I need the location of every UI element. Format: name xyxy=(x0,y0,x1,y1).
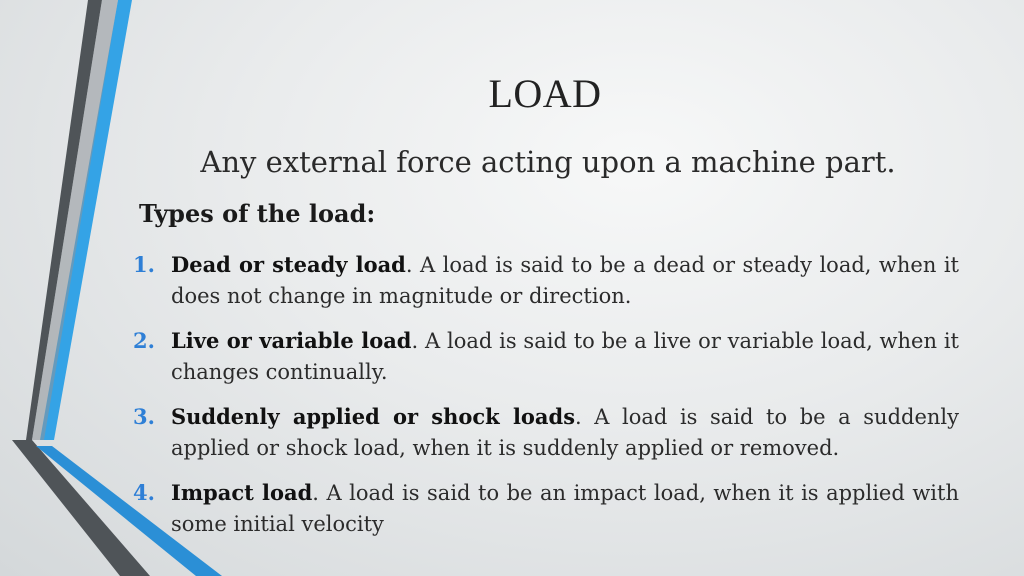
item-number: 2. xyxy=(133,328,155,353)
item-term: Dead or steady load xyxy=(171,252,406,277)
item-number: 4. xyxy=(133,480,155,505)
item-term: Impact load xyxy=(171,480,313,505)
types-heading: Types of the load: xyxy=(139,199,376,228)
list-item xyxy=(133,477,959,540)
slide-title: LOAD xyxy=(488,71,602,116)
list-item xyxy=(133,325,959,388)
item-description: . A load is said to be a dead or steady load, when it does not change in magnitude or direction. xyxy=(171,253,959,308)
list-item xyxy=(133,401,959,464)
load-types-list xyxy=(133,249,959,553)
item-description: . A load is said to be a suddenly applied or shock load, when it is suddenly applied or removed. xyxy=(171,405,959,460)
item-term: Live or variable load xyxy=(171,328,412,353)
item-term: Suddenly applied or shock loads xyxy=(171,404,576,429)
slide-subtitle: Any external force acting upon a machine part. xyxy=(200,145,896,179)
shadow-band xyxy=(32,0,118,440)
item-description: . A load is said to be a live or variable load, when it changes continually. xyxy=(171,329,959,384)
item-number: 3. xyxy=(133,404,155,429)
item-number: 1. xyxy=(133,252,155,277)
list-item xyxy=(133,249,959,312)
item-description: . A load is said to be an impact load, when it is applied with some initial velocity xyxy=(171,481,959,536)
